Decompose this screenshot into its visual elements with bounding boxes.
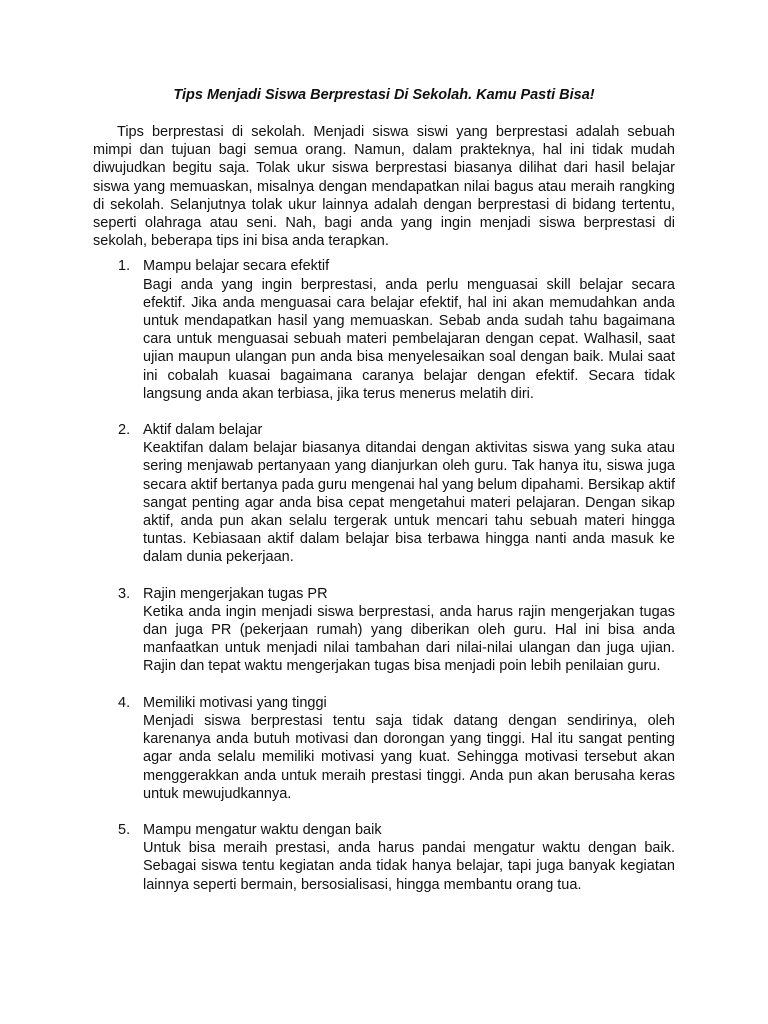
tip-item-3 <box>93 585 675 676</box>
tip-heading: Rajin mengerjakan tugas PR <box>143 585 328 602</box>
document-page <box>93 86 675 912</box>
intro-paragraph: Tips berprestasi di sekolah. Menjadi siswa siswi yang berprestasi adalah sebuah mimpi dan tujuan bagi semua orang. Namun, dalam prakteknya, hal ini tidak mudah diwujudkan begitu saja. Tolak ukur siswa berprestasi biasanya dilihat dari hasil belajar siswa yang memuaskan, misalnya dengan mendapatkan nilai bagus atau meraih rangking di sekolah. Selanjutnya tolak ukur lainnya adalah dengan berprestasi di bidang tertentu, seperti olahraga atau seni. Nah, bagi anda yang ingin menjadi siswa berprestasi di sekolah, beberapa tips ini bisa anda terapkan. <box>93 124 675 250</box>
tip-body: Untuk bisa meraih prestasi, anda harus pandai mengatur waktu dengan baik. Sebagai siswa tentu kegiatan anda tidak hanya belajar, tapi juga banyak kegiatan lainnya seperti bermain, bersosialisasi, hingga membantu orang tua. <box>143 840 675 893</box>
tips-list <box>93 257 675 893</box>
tip-number: 2. <box>118 422 131 439</box>
tip-item-2 <box>93 421 675 567</box>
tip-heading: Aktif dalam belajar <box>143 422 263 439</box>
tip-number: 3. <box>118 585 131 602</box>
tip-number: 1. <box>118 258 131 275</box>
tip-body: Bagi anda yang ingin berprestasi, anda perlu menguasai skill belajar secara efektif. Jika anda menguasai cara belajar efektif, hal ini akan memudahkan anda untuk mendapatkan hasil yang memuaskan. Sebab anda sudah tahu bagaimana cara untuk menguasai sebuah materi pembelajaran dengan cepat. Walhasil, saat ujian maupun ulangan pun anda bisa menyelesaikan soal dengan baik. Mulai saat ini cobalah kuasai bagaimana caranya belajar dengan efektif. Secara tidak langsung anda akan terbiasa, jika terus menerus melatih diri. <box>143 276 675 402</box>
tip-number: 5. <box>118 821 131 838</box>
tip-item-4 <box>93 694 675 803</box>
tip-item-1 <box>93 257 675 403</box>
tip-number: 4. <box>118 694 131 711</box>
tip-body: Menjadi siswa berprestasi tentu saja tidak datang dengan sendirinya, oleh karenanya anda butuh motivasi dan dorongan yang tinggi. Hal itu sangat penting agar anda selalu memiliki motivasi yang kuat. Sehingga motivasi tersebut akan menggerakkan anda untuk meraih prestasi tinggi. Anda pun akan berusaha keras untuk mewujudkannya. <box>143 712 675 802</box>
tip-body: Ketika anda ingin menjadi siswa berprestasi, anda harus rajin mengerjakan tugas dan juga PR (pekerjaan rumah) yang diberikan oleh guru. Hal ini bisa anda manfaatkan untuk menjadi nilai tambahan dari nilai-nilai ulangan dan juga ujian. Rajin dan tepat waktu mengerjakan tugas bisa menjadi poin lebih penilaian guru. <box>143 603 675 675</box>
tip-heading: Mampu belajar secara efektif <box>143 258 330 275</box>
tip-body: Keaktifan dalam belajar biasanya ditandai dengan aktivitas siswa yang suka atau sering menjawab pertanyaan yang dianjurkan oleh guru. Tak hanya itu, siswa juga secara aktif bertanya pada guru mengenai hal yang belum dipahami. Bersikap aktif sangat penting agar anda bisa cepat mengetahui materi pelajaran. Dengan sikap aktif, anda pun akan selalu tergerak untuk mencari tahu sebuah materi hingga tuntas. Kebiasaan aktif dalam belajar bisa terbawa hingga nanti anda masuk ke dalam dunia pekerjaan. <box>143 440 675 566</box>
document-title: Tips Menjadi Siswa Berprestasi Di Sekolah. Kamu Pasti Bisa! <box>173 87 595 103</box>
tip-heading: Mampu mengatur waktu dengan baik <box>143 821 382 838</box>
tip-item-5 <box>93 821 675 894</box>
tip-heading: Memiliki motivasi yang tinggi <box>143 694 327 711</box>
